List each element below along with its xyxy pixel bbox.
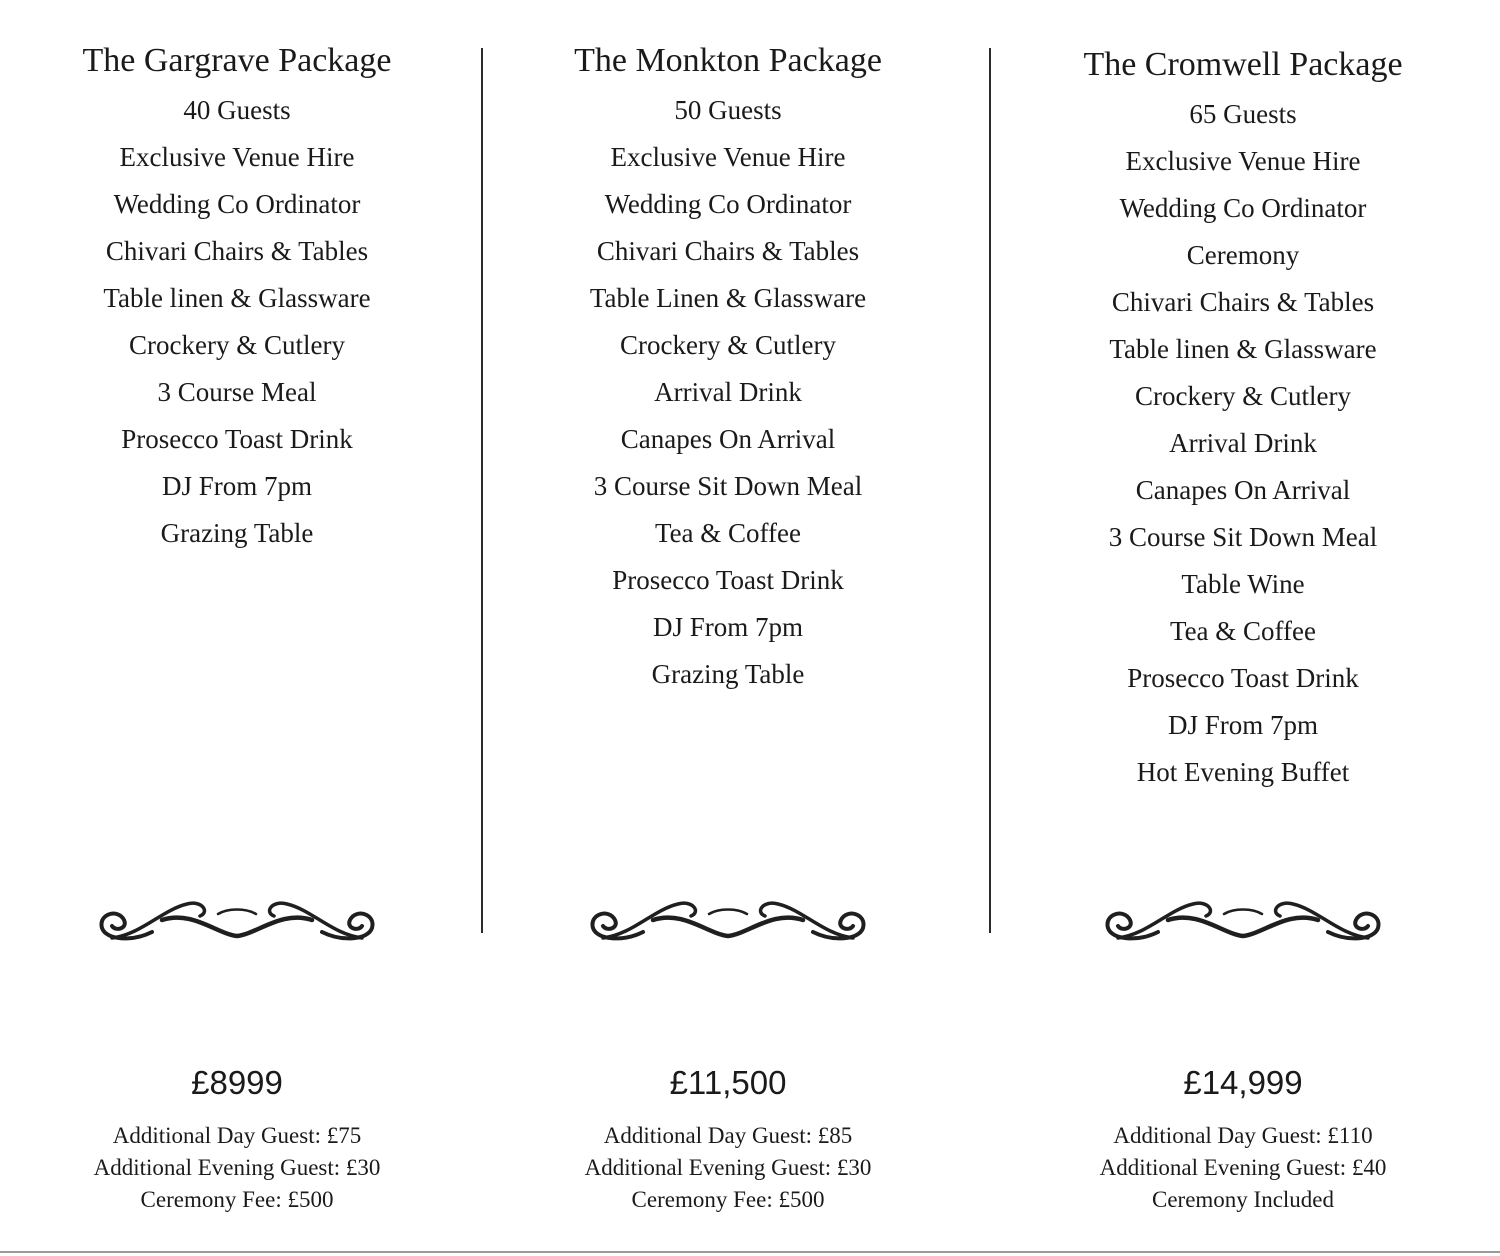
inclusion-item: Exclusive Venue Hire [119,142,355,172]
package-title: The Gargrave Package [82,42,392,79]
inclusion-item: DJ From 7pm [652,612,804,642]
inclusion-item: Wedding Co Ordinator [604,189,852,219]
bottom-rule [0,1251,1500,1253]
package-inclusions [493,87,963,698]
inclusion-item: Exclusive Venue Hire [1125,146,1361,176]
inclusion-item: Tea & Coffee [1169,616,1317,646]
column-divider [989,48,991,933]
fee-line: Additional Day Guest: £85 [603,1123,853,1148]
inclusion-item: Ceremony [1186,240,1300,270]
inclusion-item: 3 Course Sit Down Meal [593,471,863,501]
package-title: The Monkton Package [574,42,882,79]
inclusion-item: 3 Course Meal [157,377,317,407]
inclusion-item: DJ From 7pm [1167,710,1319,740]
fee-line: Ceremony Fee: £500 [631,1187,825,1212]
scroll-flourish-icon [1098,890,1388,958]
inclusion-item: Crockery & Cutlery [129,330,345,360]
inclusion-item: Crockery & Cutlery [620,330,836,360]
inclusion-item: Table Wine [1181,569,1305,599]
inclusion-item: Prosecco Toast Drink [612,565,844,595]
column-divider [481,48,483,933]
package-fees [493,1120,963,1216]
inclusion-item: Crockery & Cutlery [1135,381,1351,411]
inclusion-item: Chivari Chairs & Tables [105,236,369,266]
inclusion-item: 3 Course Sit Down Meal [1108,522,1378,552]
fee-line: Additional Evening Guest: £40 [1099,1155,1387,1180]
inclusion-item: Table linen & Glassware [1109,334,1377,364]
inclusion-item: Hot Evening Buffet [1136,757,1350,787]
inclusion-item: Arrival Drink [1169,428,1317,458]
scroll-flourish-icon [583,890,873,958]
inclusion-item: Wedding Co Ordinator [113,189,361,219]
fee-line: Ceremony Included [1151,1187,1335,1212]
inclusion-item: Table linen & Glassware [103,283,371,313]
inclusion-item: Grazing Table [651,659,805,689]
inclusion-item: 50 Guests [674,95,782,125]
inclusion-item: Exclusive Venue Hire [610,142,846,172]
inclusion-item: Wedding Co Ordinator [1119,193,1367,223]
inclusion-item: 65 Guests [1189,99,1297,129]
inclusion-item: Chivari Chairs & Tables [596,236,860,266]
inclusion-item: 40 Guests [183,95,291,125]
package-price: £8999 [191,1064,283,1101]
inclusion-item: Prosecco Toast Drink [1127,663,1359,693]
inclusion-item: Prosecco Toast Drink [121,424,353,454]
fee-line: Additional Evening Guest: £30 [93,1155,381,1180]
fee-line: Additional Evening Guest: £30 [584,1155,872,1180]
package-price: £14,999 [1183,1064,1303,1101]
fee-line: Ceremony Fee: £500 [140,1187,334,1212]
package-inclusions [2,87,472,557]
package-title: The Cromwell Package [1083,46,1403,83]
package-price: £11,500 [669,1064,787,1101]
inclusion-item: Table Linen & Glassware [589,283,867,313]
inclusion-item: Arrival Drink [654,377,802,407]
inclusion-item: Grazing Table [160,518,314,548]
fee-line: Additional Day Guest: £110 [1113,1123,1373,1148]
package-fees [1008,1120,1478,1216]
package-fees [2,1120,472,1216]
inclusion-item: Chivari Chairs & Tables [1111,287,1375,317]
fee-line: Additional Day Guest: £75 [112,1123,362,1148]
inclusion-item: Tea & Coffee [654,518,802,548]
scroll-flourish-icon [92,890,382,958]
inclusion-item: Canapes On Arrival [1135,475,1351,505]
inclusion-item: DJ From 7pm [161,471,313,501]
package-inclusions [1008,91,1478,796]
inclusion-item: Canapes On Arrival [620,424,836,454]
